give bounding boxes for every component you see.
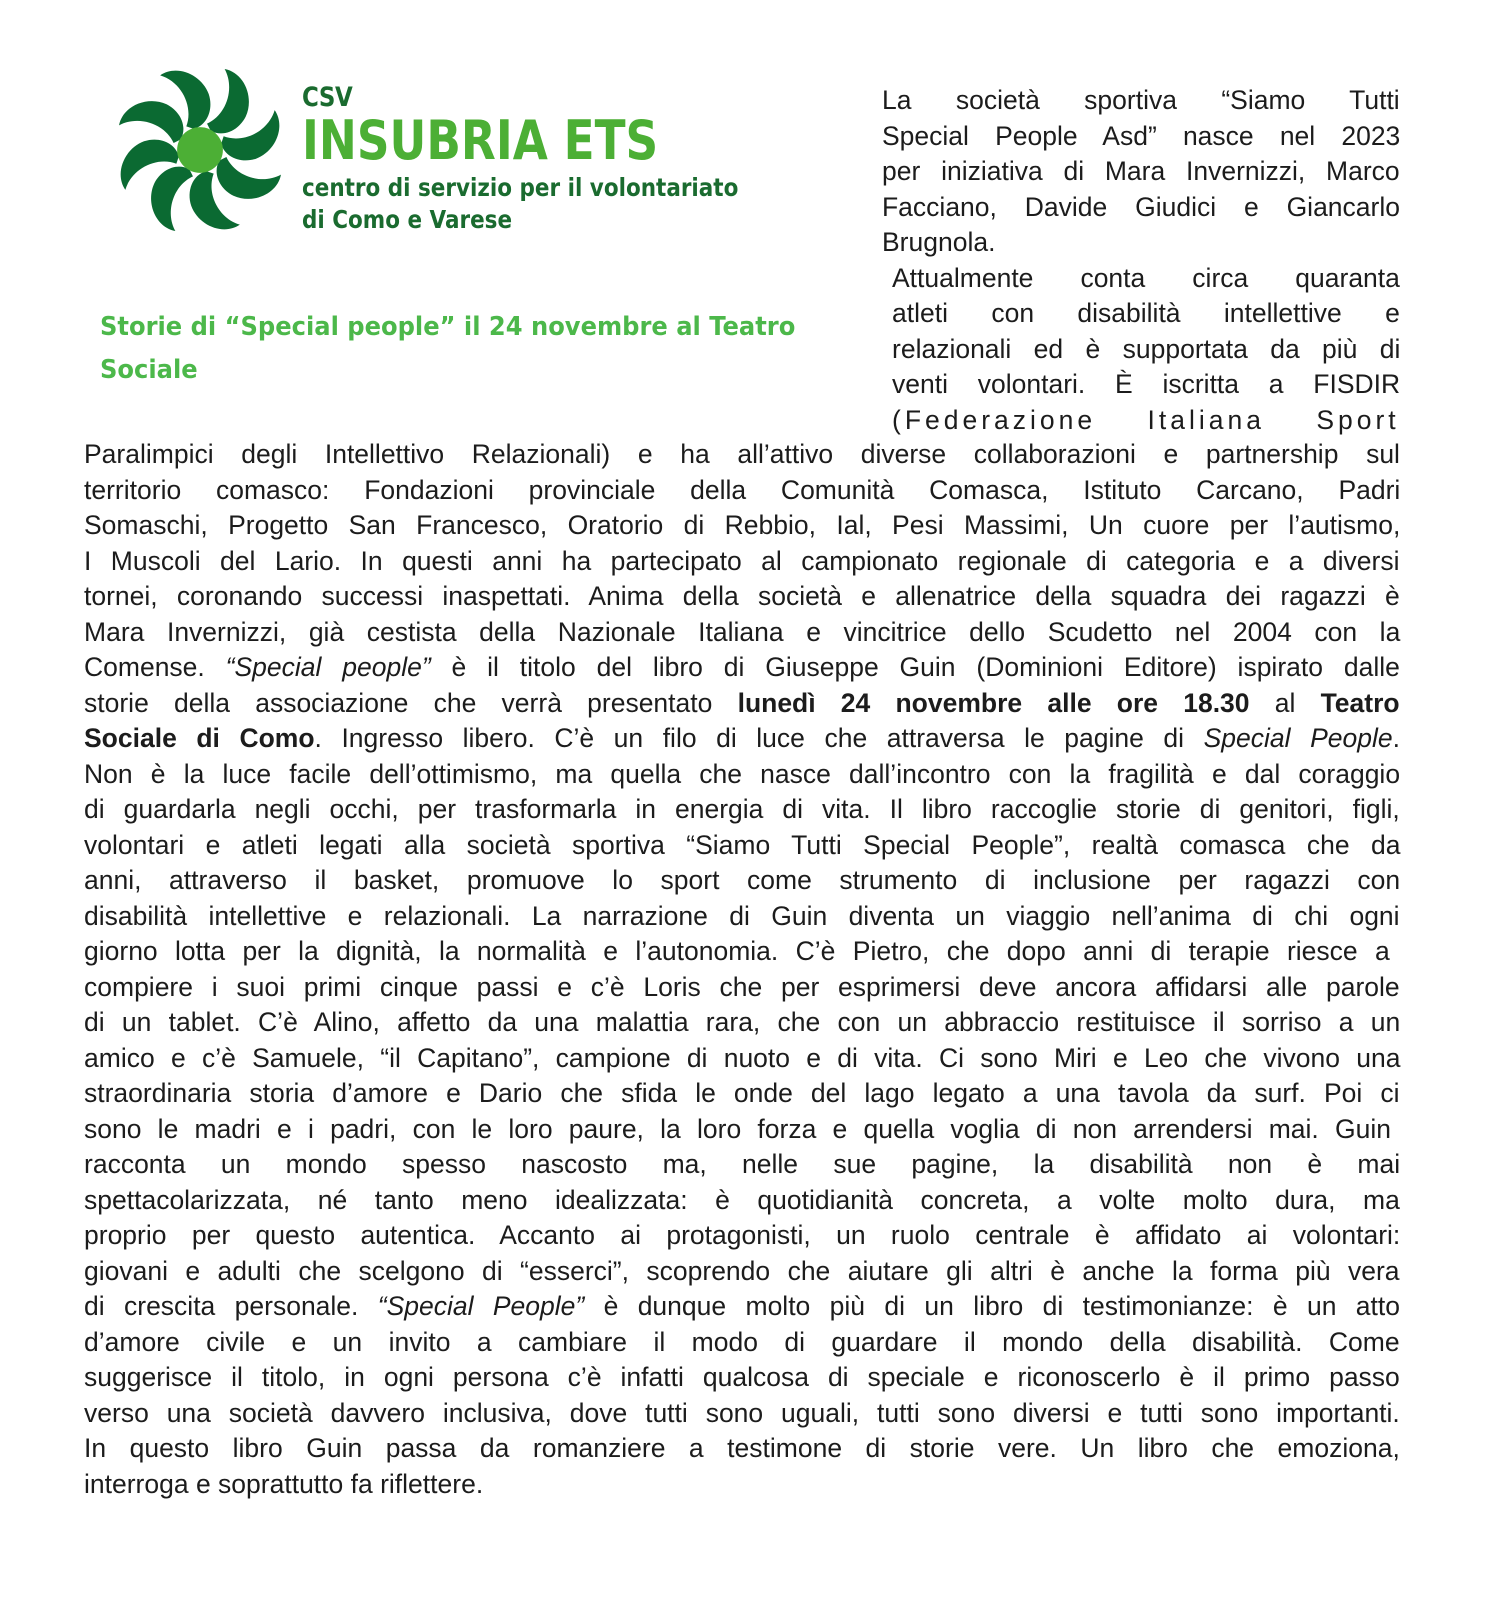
text-line — [892, 331, 1400, 367]
text-segment: giorno lotta per la dignità, la normalità e l’autonomia. C’è Pietro, che dopo anni di terapie riesce a — [84, 936, 1390, 966]
logo-csv: CSV — [302, 82, 353, 113]
text-segment: compiere i suoi primi cinque passi e c’è Loris che per esprimersi deve ancora affidarsi alle parole — [84, 971, 1400, 1002]
text-line — [84, 933, 1400, 969]
text-segment: I Muscoli del Lario. In questi anni ha partecipato al campionato regionale di categoria e a diversi — [84, 545, 1400, 576]
logo-text — [302, 84, 809, 236]
text-line — [84, 649, 1400, 685]
csv-insubria-logo — [112, 62, 842, 262]
text-line — [84, 791, 1400, 827]
text-line — [84, 1253, 1400, 1289]
text-line — [84, 507, 1400, 543]
text-line — [84, 1004, 1400, 1040]
text-segment: Comense. — [84, 652, 226, 682]
text-segment: d’amore civile e un invito a cambiare il modo di guardare il mondo della disabilità. Come — [84, 1326, 1400, 1357]
text-line — [84, 1146, 1400, 1182]
text-segment: In questo libro Guin passa da romanziere a testimone di storie vere. Un libro che emoziona, — [84, 1433, 1400, 1463]
text-segment: è dunque molto più di un libro di testimonianze: è un atto — [584, 1291, 1400, 1321]
text-line — [84, 1217, 1400, 1253]
text-segment: territorio comasco: Fondazioni provinciale della Comunità Comasca, Istituto Carcano, Padri — [84, 474, 1401, 505]
text-segment: relazionali ed è supportata da più di — [892, 333, 1401, 364]
text-line — [882, 224, 1400, 260]
text-segment: al — [1249, 687, 1321, 718]
text-line — [882, 189, 1400, 225]
text-line — [84, 1040, 1400, 1076]
text-segment: Facciano, Davide Giudici e Giancarlo — [882, 191, 1400, 222]
text-line — [84, 756, 1400, 792]
logo-petal — [119, 101, 183, 143]
logo-org-name: INSUBRIA ETS — [302, 109, 659, 172]
text-line — [84, 1395, 1400, 1431]
text-line — [84, 1075, 1400, 1111]
text-line — [882, 82, 1400, 118]
article-headline — [100, 306, 860, 392]
text-segment: di guardarla negli occhi, per trasformarla in energia di vita. Il libro raccoglie storie di genitori, figli, — [84, 794, 1400, 824]
text-segment: La società sportiva “Siamo Tutti — [882, 85, 1400, 115]
text-segment: di un tablet. C’è Alino, affetto da una malattia rara, che con un abbraccio restituisce il sorriso a un — [84, 1007, 1401, 1037]
text-line — [84, 720, 1400, 756]
text-line — [84, 1111, 1400, 1147]
text-line — [882, 153, 1400, 189]
text-segment: Non è la luce facile dell’ottimismo, ma quella che nasce dall’incontro con la fragilità e dal coraggio — [84, 758, 1401, 789]
logo-subtitle — [302, 172, 738, 236]
text-segment: (Federazione Italiana Sport — [892, 404, 1400, 435]
text-line — [84, 685, 1400, 721]
headline-line-1: Storie di “Special people” il 24 novembre al Teatro — [100, 312, 796, 342]
text-segment: amico e c’è Samuele, “il Capitano”, campione di nuoto e di vita. Ci sono Miri e Leo che vivono una — [84, 1042, 1401, 1073]
bold-text: lunedì 24 novembre alle ore 18.30 — [737, 687, 1250, 718]
csv-swirl-logo-icon — [112, 62, 288, 238]
logo-petal — [207, 69, 249, 133]
logo-petal — [151, 167, 193, 231]
text-line — [84, 578, 1400, 614]
text-segment: disabilità intellettive e relazionali. La narrazione di Guin diventa un viaggio nell’anima di chi ogni — [84, 900, 1400, 931]
bold-text: Teatro — [1320, 687, 1400, 718]
text-segment: verso una società davvero inclusiva, dove tutti sono uguali, tutti sono diversi e tutti sono importanti. — [84, 1397, 1400, 1428]
text-line — [892, 402, 1400, 438]
text-segment: Mara Invernizzi, già cestista della Nazionale Italiana e vincitrice dello Scudetto nel 2004 con la — [84, 616, 1401, 647]
text-segment: sono le madri e i padri, con le loro paure, la loro forza e quella voglia di non arrendersi mai. Guin — [84, 1113, 1391, 1144]
text-line — [882, 118, 1400, 154]
italic-text: “Special People” — [377, 1291, 585, 1321]
text-segment: straordinaria storia d’amore e Dario che sfida le onde del lago legato a una tavola da surf. Poi ci — [84, 1078, 1400, 1108]
text-segment: per iniziativa di Mara Invernizzi, Marco — [882, 156, 1400, 186]
text-segment: storie della associazione che verrà presentato — [84, 687, 738, 718]
logo-subtitle-line-2: di Como e Varese — [302, 205, 513, 234]
text-segment: . Ingresso libero. C’è un filo di luce che attraversa le pagine di — [314, 723, 1204, 753]
text-segment: Somaschi, Progetto San Francesco, Oratorio di Rebbio, Ial, Pesi Massimi, Un cuore per l’autismo, — [84, 510, 1401, 540]
logo-petal — [217, 157, 281, 199]
text-line — [84, 1359, 1400, 1395]
text-line — [84, 898, 1400, 934]
text-segment: Paralimpici degli Intellettivo Relazionali) e ha all’attivo diverse collaborazioni e partnership sul — [84, 439, 1400, 469]
text-line — [84, 472, 1400, 508]
text-line — [84, 1288, 1400, 1324]
text-segment: tornei, coronando successi inaspettati. Anima della società e allenatrice della squadra dei ragazzi è — [84, 581, 1400, 611]
italic-text: “Special people” — [225, 652, 431, 682]
text-line — [84, 436, 1400, 472]
text-segment: racconta un mondo spesso nascosto ma, nelle sue pagine, la disabilità non è mai — [84, 1149, 1401, 1179]
text-segment: Special People Asd” nasce nel 2023 — [882, 120, 1401, 151]
text-line — [892, 260, 1400, 296]
text-line — [892, 366, 1400, 402]
text-line — [84, 1430, 1400, 1466]
text-segment: . — [1392, 723, 1400, 753]
text-segment: atleti con disabilità intellettive e — [892, 298, 1400, 328]
text-segment: proprio per questo autentica. Accanto ai protagonisti, un ruolo centrale è affidato ai volontari: — [84, 1220, 1401, 1250]
text-segment: interroga e soprattutto fa riflettere. — [84, 1468, 484, 1499]
text-segment: giovani e adulti che scelgono di “esserci”, scoprendo che aiutare gli altri è anche la forma più vera — [84, 1255, 1400, 1286]
text-line — [84, 1466, 1400, 1502]
text-segment: venti volontari. È iscritta a FISDIR — [892, 369, 1401, 399]
text-line — [892, 295, 1400, 331]
text-line — [84, 827, 1400, 863]
text-segment: suggerisce il titolo, in ogni persona c’è infatti qualcosa di speciale e riconoscerlo è il primo passo — [84, 1362, 1400, 1392]
text-segment: è il titolo del libro di Giuseppe Guin (Dominioni Editore) ispirato dalle — [430, 652, 1400, 682]
text-line — [84, 614, 1400, 650]
text-segment: Attualmente conta circa quaranta — [892, 262, 1400, 293]
text-segment: Brugnola. — [882, 227, 996, 257]
text-segment: spettacolarizzata, né tanto meno idealizzata: è quotidianità concreta, a volte molto dura, ma — [84, 1184, 1400, 1215]
text-segment: volontari e atleti legati alla società sportiva “Siamo Tutti Special People”, realtà comasca che da — [84, 829, 1401, 860]
logo-center-disc — [177, 127, 223, 173]
italic-text: Special People — [1203, 723, 1393, 753]
text-line — [84, 1182, 1400, 1218]
text-line — [84, 862, 1400, 898]
text-line — [84, 1324, 1400, 1360]
text-segment: anni, attraverso il basket, promuove lo sport come strumento di inclusione per ragazzi con — [84, 865, 1401, 895]
text-segment: di crescita personale. — [84, 1291, 378, 1321]
bold-text: Sociale di Como — [84, 723, 315, 753]
headline-line-2: Sociale — [100, 355, 198, 385]
text-line — [84, 969, 1400, 1005]
text-line — [84, 543, 1400, 579]
logo-subtitle-line-1: centro di servizio per il volontariato — [302, 173, 739, 202]
